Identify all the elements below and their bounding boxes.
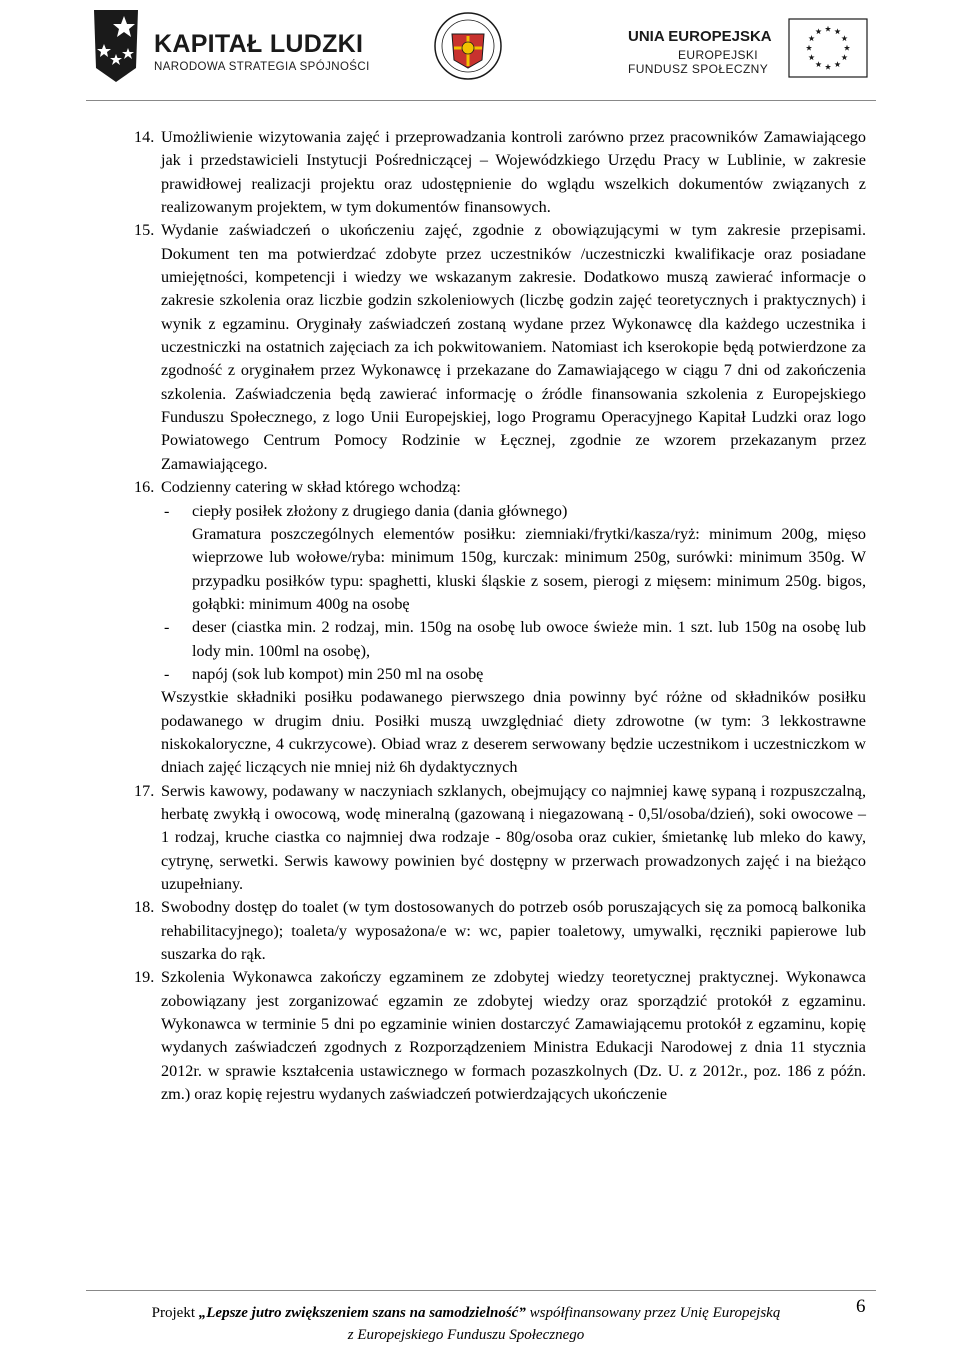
ue-efs-logo [628, 24, 868, 84]
catering-sub-item-1 [134, 500, 866, 523]
item-text: Codzienny catering w skład którego wchodzą: [161, 478, 461, 497]
eu-stars-flag-icon [788, 18, 868, 78]
catering-notes: Wszystkie składniki posiłku podawanego pierwszego dnia powinny być różne od składników posiłku podawanego w drugim dniu. Posiłki muszą uwzględniać diety zdrowotne (w tym: 3 lekkostrawne niskokaloryczne, 4 cukrzycowe). Obiad wraz z deserem serwowany będzie uczestnikom i uczestniczkom w dniach zajęć liczących nie mniej niż 6h dydaktycznych [161, 688, 866, 777]
item-number: 17. [134, 781, 155, 800]
item-number: 14. [134, 128, 155, 146]
page-header [0, 0, 960, 96]
sub-item-dash: - [164, 618, 170, 637]
pcpr-logo [432, 6, 504, 88]
footer-divider [86, 1290, 876, 1291]
header-divider [86, 100, 876, 101]
catering-sub-item-2 [134, 616, 866, 663]
pcpr-emblem-icon [432, 6, 504, 88]
list-item-15 [134, 219, 866, 476]
sub-item-dash: - [164, 501, 170, 520]
sub-item-text: ciepły posiłek złożony z drugiego dania (dania głównego) [192, 501, 568, 520]
list-item-17 [134, 780, 866, 897]
item-number: 16. [134, 478, 155, 497]
catering-sub-item-3 [134, 663, 866, 686]
item-text: Swobodny dostęp do toalet (w tym dostosowanych do potrzeb osób poruszających się za pomocą balkonika rehabilitacyjnego); toaleta/y wyposażona/e w: wc, papier toaletowy, umywalki, ręczniki papierowe lub suszarka do rąk. [161, 898, 866, 964]
kapital-ludzki-emblem-icon [86, 6, 148, 84]
item-number: 19. [134, 968, 155, 987]
item-number: 15. [134, 221, 155, 240]
item-text: Serwis kawowy, podawany w naczyniach szklanych, obejmujący co najmniej kawę sypaną i rozpuszczalną, herbatę zwykłą i owocową, wodę mineralną (gazowaną i niegazowaną - 0,5l/osoba/dzień), soki owocowe – 1 rodzaj, kruche ciastka co najmniej dwa rodzaje - 80g/osoba oraz cukier, śmietankę lub mleko do kawy, cytrynę, serwetki. Serwis kawowy powinien być dostępny w przerwach prowadzonych zajęć i na bieżąco uzupełniany. [161, 781, 866, 893]
kl-subtitle: NARODOWA STRATEGIA SPÓJNOŚCI [154, 61, 370, 73]
list-item-16 [134, 476, 866, 499]
sub-item-dash: - [164, 664, 170, 683]
footer-line-2: z Europejskiego Funduszu Społecznego [347, 1327, 585, 1343]
footer-line-1 [86, 1302, 846, 1324]
item-text: Wydanie zaświadczeń o ukończeniu zajęć, zgodnie z obowiązującymi w tym zakresie przepisami. Dokument ten ma potwierdzać zdobyte przez uczestników /uczestniczki kwalifikacje oraz posiadane umiejętności, kompetencji i wiedzy we wskazanym zakresie. Dodatkowo muszą zawierać informacje o zakresie szkolenia oraz liczbie godzin szkoleniowych (liczbę godzin zajęć teoretycznych i praktycznych) i wynik z egzaminu. Oryginały zaświadczeń zostaną wydane przez Wykonawcę dla każdego uczestnika i uczestniczki na ostatnich zajęciach za ich pokwitowaniem. Natomiast ich kserokopie będą potwierdzone za zgodność z oryginałem przez Wykonawcę i przekazane do Zamawiającego w ciągu 7 dni od zakończenia szkolenia. Zaświadczenia będą zawierać informację o źródle finansowania szkolenia z Europejskiego Funduszu Społecznego, z logo Unii Europejskiej, logo Programu Operacyjnego Kapitał Ludzki oraz logo Powiatowego Centrum Pomocy Rodzinie w Łęcznej, zgodnie ze wzorem przekazanym przez Zamawiającego. [161, 221, 866, 473]
kl-title: KAPITAŁ LUDZKI [154, 30, 364, 58]
list-item-19 [134, 966, 866, 1106]
ue-line-3: FUNDUSZ SPOŁECZNY [628, 62, 769, 76]
kapital-ludzki-logo [86, 6, 376, 86]
sub-item-text: napój (sok lub kompot) min 250 ml na osobę [192, 664, 484, 683]
catering-sub-item-1-detail: Gramatura poszczególnych elementów posiłku: ziemniaki/frytki/kasza/ryż: minimum 200g, mięso wieprzowe lub wołowe/ryba: minimum 150g, kurczak: minimum 250g, surówki: minimum 350g. W przypadku posiłków typu: spaghetti, kluski śląskie z sosem, pierogi z mięsem: minimum 250g. bigos, gołąbki: minimum 400g na osobę [192, 524, 866, 613]
footer-cofinanced: współfinansowany przez Unię Europejską [529, 1305, 781, 1321]
item-text: Umożliwienie wizytowania zajęć i przeprowadzania kontroli zarówno przez pracowników Zamawiającego jak i przedstawicieli Instytucji Pośredniczącej – Wojewódzkiego Urzędu Pracy w Lublinie, w zakresie prawidłowej realizacji projektu oraz udostępnienie do wglądu wszelkich dokumentów związanych z realizowanym projektem, w tym dokumentów finansowych. [161, 128, 866, 217]
sub-item-text: deser (ciastka min. 2 rodzaj, min. 150g na osobę lub owoce świeże min. 1 szt. lub 150g na osobę lub lody min. 100ml na osobę), [192, 618, 866, 660]
page-footer [86, 1302, 846, 1346]
footer-lead: Projekt [151, 1305, 196, 1321]
document-body [134, 126, 866, 1106]
ue-line-1: UNIA EUROPEJSKA [628, 28, 772, 45]
item-text: Szkolenia Wykonawca zakończy egzaminem ze zdobytej wiedzy teoretycznej praktycznej. Wykonawca zobowiązany jest zorganizować egzamin ze zdobytej wiedzy oraz sporządzić protokół z egzaminu. Wykonawca w terminie 5 dni po egzaminie winien dostarczyć Zamawiającemu protokół z egzaminu, kopię wydanych zaświadczeń zgodnych z Rozporządzeniem Ministra Edukacji Narodowej z dnia 11 stycznia 2012r. w sprawie kształcenia ustawicznego w formach pozaszkolnych (Dz. U. z 2012r., poz. 186 z późn. zm.) oraz kopię rejestru wydanych zaświadczeń potwierdzających ukończenie [161, 968, 866, 1104]
ue-line-2: EUROPEJSKI [678, 48, 759, 62]
item-number: 18. [134, 898, 155, 917]
footer-project-title: „Lepsze jutro zwiększeniem szans na samodzielność” [198, 1305, 526, 1321]
list-item-14 [134, 126, 866, 219]
list-item-18 [134, 896, 866, 966]
page-number: 6 [856, 1296, 866, 1317]
